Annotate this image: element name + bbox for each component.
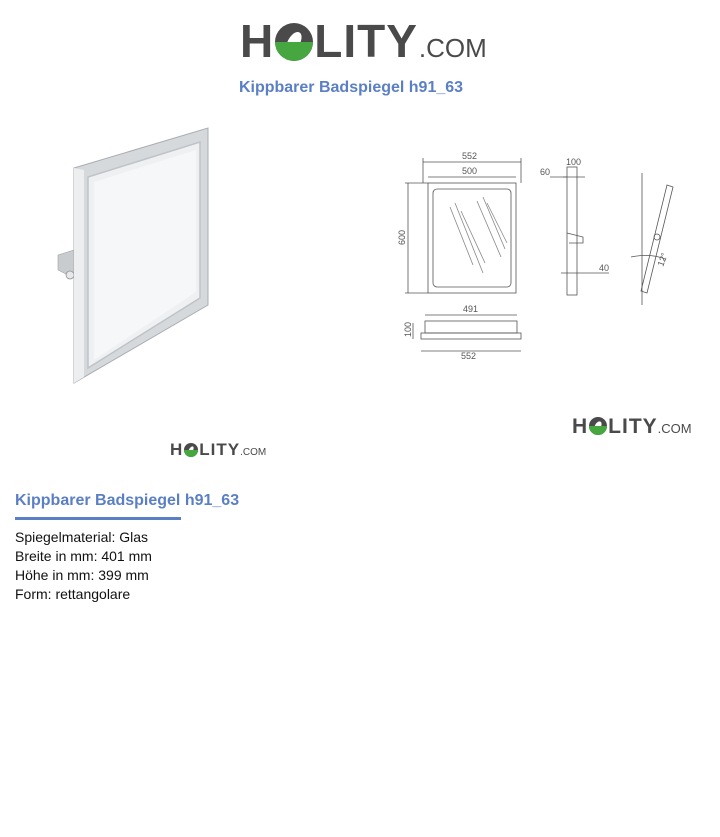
dim-height: 600 bbox=[397, 229, 407, 245]
logo-text-right: LITY bbox=[608, 415, 658, 438]
drawing-watermark-logo bbox=[572, 415, 692, 439]
logo-text-left: H bbox=[240, 15, 275, 67]
logo-text-left: H bbox=[572, 415, 589, 438]
dim-wall-offset: 40 bbox=[599, 263, 610, 273]
spec-list bbox=[15, 528, 152, 604]
logo-text-right: LITY bbox=[199, 440, 241, 459]
photo-watermark-logo bbox=[170, 440, 266, 460]
tilting-mirror-image bbox=[48, 120, 218, 390]
dim-tilt-angle: 12° bbox=[655, 251, 670, 268]
dim-width-outer: 552 bbox=[462, 151, 478, 161]
technical-drawing bbox=[395, 145, 690, 360]
logo-suffix: .COM bbox=[240, 447, 267, 458]
dim-base-outer: 552 bbox=[461, 351, 477, 360]
page-title: Kippbarer Badspiegel h91_63 bbox=[238, 79, 464, 96]
spec-shape: Form: rettangolare bbox=[15, 586, 131, 602]
spec-material: Spiegelmaterial: Glas bbox=[15, 529, 149, 545]
logo-suffix: .COM bbox=[418, 33, 487, 63]
dim-width-inner: 500 bbox=[462, 166, 478, 176]
dim-base-width: 491 bbox=[463, 304, 479, 314]
logo-o-icon bbox=[275, 23, 313, 61]
site-logo[interactable] bbox=[240, 14, 487, 68]
logo-o-icon bbox=[589, 417, 607, 435]
logo-text-left: H bbox=[170, 440, 184, 459]
dim-base-depth: 100 bbox=[403, 321, 413, 337]
dim-depth-side: 60 bbox=[540, 167, 551, 177]
logo-suffix: .COM bbox=[657, 421, 692, 436]
logo-text-right: LITY bbox=[314, 15, 418, 67]
product-section-title: Kippbarer Badspiegel h91_63 bbox=[15, 492, 240, 509]
section-underline bbox=[15, 517, 181, 520]
logo-o-icon bbox=[184, 443, 198, 457]
spec-width: Breite in mm: 401 mm bbox=[15, 548, 152, 564]
dim-depth-top: 100 bbox=[566, 157, 582, 167]
spec-height: Höhe in mm: 399 mm bbox=[15, 567, 149, 583]
